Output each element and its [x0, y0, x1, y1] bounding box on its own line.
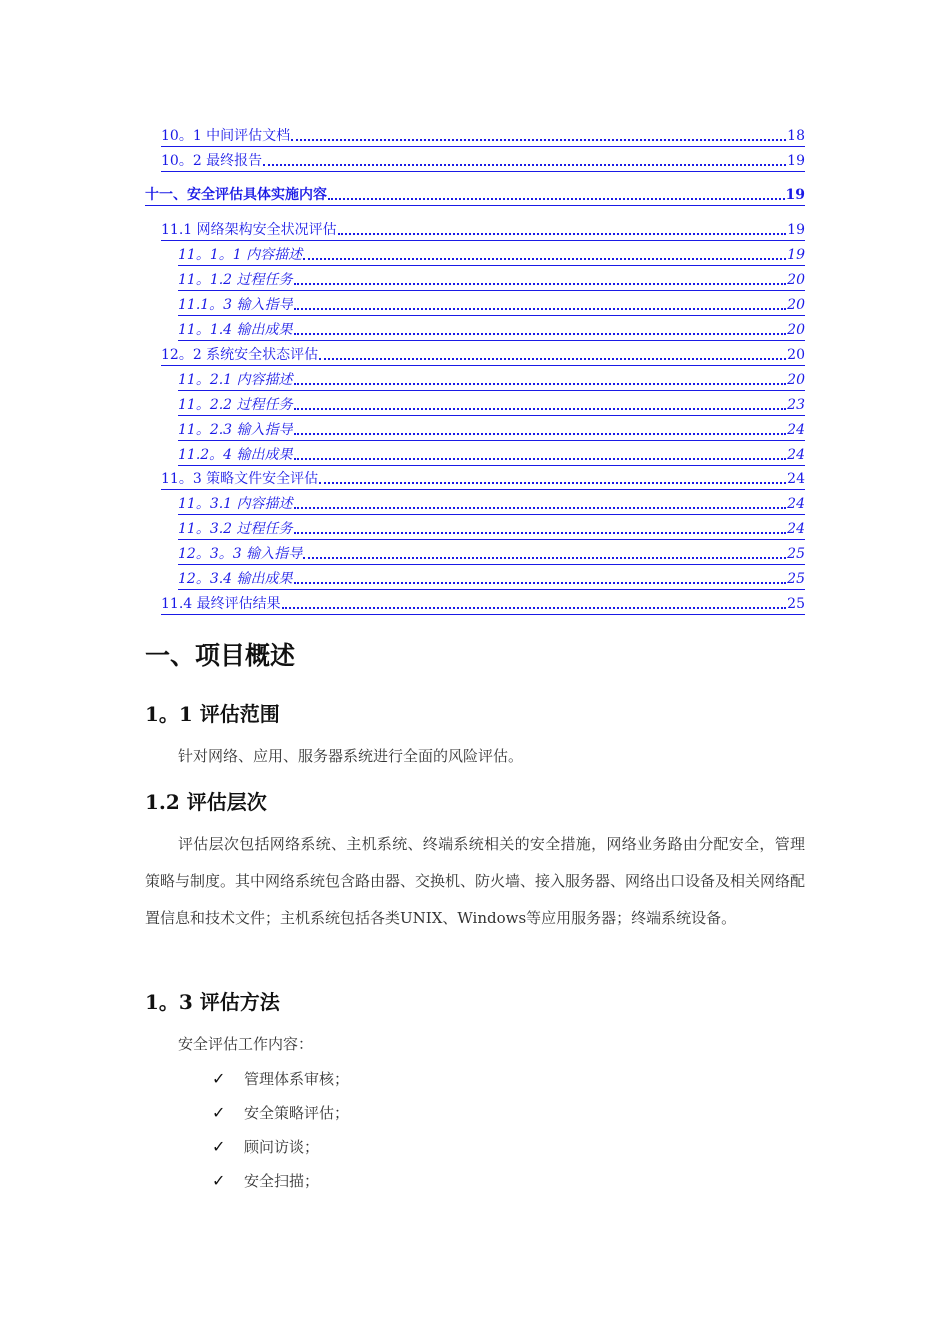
toc-entry[interactable]	[178, 396, 805, 416]
toc-entry-label: 11。2.1 内容描述	[178, 372, 293, 388]
toc-entry[interactable]	[161, 470, 805, 490]
checkmark-icon: ✓	[212, 1103, 226, 1122]
toc-entry-page: 20	[787, 297, 805, 313]
toc-entry-label: 11。1.4 输出成果	[178, 322, 293, 338]
toc-entry-page: 19	[787, 247, 805, 263]
toc-entry[interactable]	[178, 246, 805, 266]
toc-entry-page: 18	[787, 128, 805, 144]
toc-entry[interactable]	[161, 152, 805, 172]
toc-entry-label: 11。3.1 内容描述	[178, 496, 293, 512]
toc-entry[interactable]	[178, 495, 805, 515]
list-item	[212, 1068, 349, 1089]
scope-paragraph: 针对网络、应用、服务器系统进行全面的风险评估。	[178, 747, 524, 765]
toc-leader-dots	[294, 532, 787, 534]
toc-entry-page: 20	[787, 347, 805, 363]
toc-entry-page: 25	[787, 596, 805, 612]
toc-entry-page: 19	[787, 153, 805, 169]
subsection-heading-method: 1。3 评估方法	[145, 990, 280, 1014]
toc-entry-page: 25	[787, 571, 805, 587]
toc-leader-dots	[303, 557, 786, 559]
toc-entry-label: 11。1。1 内容描述	[178, 247, 303, 263]
toc-entry[interactable]	[161, 595, 805, 615]
toc-entry-label: 11.1 网络架构安全状况评估	[161, 222, 337, 238]
toc-entry[interactable]	[178, 321, 805, 341]
list-item	[212, 1136, 319, 1157]
toc-leader-dots	[263, 164, 786, 166]
toc-entry-page: 20	[787, 272, 805, 288]
toc-entry-page: 25	[787, 546, 805, 562]
list-item-text: 安全扫描；	[244, 1172, 320, 1190]
toc-entry-label: 11。3.2 过程任务	[178, 521, 293, 537]
list-item-text: 管理体系审核；	[244, 1070, 350, 1088]
toc-leader-dots	[338, 233, 787, 235]
toc-entry-page: 24	[787, 471, 805, 487]
toc-leader-dots	[294, 283, 787, 285]
toc-entry[interactable]	[178, 371, 805, 391]
toc-entry[interactable]	[145, 186, 805, 206]
toc-entry[interactable]	[178, 271, 805, 291]
toc-entry-label: 11.4 最终评估结果	[161, 596, 281, 612]
checkmark-icon: ✓	[212, 1069, 226, 1088]
method-intro: 安全评估工作内容：	[178, 1035, 314, 1053]
toc-entry[interactable]	[161, 221, 805, 241]
toc-entry-label: 12。3。3 输入指导	[178, 546, 303, 562]
section-heading: 一、项目概述	[145, 641, 296, 670]
toc-leader-dots	[294, 308, 787, 310]
levels-paragraph: 评估层次包括网络系统、主机系统、终端系统相关的安全措施，网络业务路由分配安全，管理策略与制度。其中网络系统包含路由器、交换机、防火墙、接入服务器、网络出口设备及相关网络配置信息和技术文件；主机系统包括各类UNIX、Windows等应用服务器；终端系统设备。	[145, 835, 806, 927]
toc-entry-label: 10。1 中间评估文档	[161, 128, 291, 144]
toc-entry[interactable]	[161, 346, 805, 366]
toc-entry-label: 11.2。4 输出成果	[178, 447, 293, 463]
toc-entry-page: 24	[787, 496, 805, 512]
toc-entry[interactable]	[178, 296, 805, 316]
toc-entry[interactable]	[178, 570, 805, 590]
list-item-text: 安全策略评估；	[244, 1104, 350, 1122]
toc-leader-dots	[294, 408, 787, 410]
toc-entry-page: 19	[787, 222, 805, 238]
toc-entry-page: 24	[787, 447, 805, 463]
toc-leader-dots	[319, 358, 786, 360]
toc-entry-page: 20	[787, 372, 805, 388]
toc-entry-label: 十一、安全评估具体实施内容	[145, 187, 327, 203]
toc-entry-page: 23	[787, 397, 805, 413]
toc-leader-dots	[319, 482, 786, 484]
toc-leader-dots	[294, 433, 787, 435]
toc-entry-label: 12。3.4 输出成果	[178, 571, 293, 587]
toc-entry[interactable]	[178, 545, 805, 565]
toc-entry-label: 11。2.3 输入指导	[178, 422, 293, 438]
list-item	[212, 1170, 319, 1191]
toc-leader-dots	[303, 258, 786, 260]
list-item-text: 顾问访谈；	[244, 1138, 320, 1156]
toc-entry-page: 20	[787, 322, 805, 338]
toc-leader-dots	[294, 383, 787, 385]
toc-leader-dots	[282, 607, 787, 609]
toc-entry-page: 24	[787, 422, 805, 438]
toc-entry-label: 11。1.2 过程任务	[178, 272, 293, 288]
toc-entry-label: 11.1。3 输入指导	[178, 297, 293, 313]
toc-entry[interactable]	[178, 421, 805, 441]
toc-entry-label: 11。3 策略文件安全评估	[161, 471, 319, 487]
subsection-heading-levels: 1.2 评估层次	[145, 790, 267, 814]
checkmark-icon: ✓	[212, 1171, 226, 1190]
toc-entry-label: 12。2 系统安全状态评估	[161, 347, 319, 363]
toc-entry-page: 24	[787, 521, 805, 537]
checkmark-icon: ✓	[212, 1137, 226, 1156]
toc-leader-dots	[294, 582, 787, 584]
toc-entry[interactable]	[178, 446, 805, 466]
toc-entry[interactable]	[178, 520, 805, 540]
toc-leader-dots	[294, 333, 787, 335]
toc-leader-dots	[294, 507, 787, 509]
toc-leader-dots	[291, 139, 786, 141]
subsection-heading-scope: 1。1 评估范围	[145, 702, 280, 726]
list-item	[212, 1102, 349, 1123]
toc-leader-dots	[294, 458, 787, 460]
toc-entry-label: 11。2.2 过程任务	[178, 397, 293, 413]
toc-leader-dots	[328, 198, 785, 200]
toc-entry[interactable]	[161, 127, 805, 147]
toc-entry-page: 19	[785, 187, 805, 203]
toc-entry-label: 10。2 最终报告	[161, 153, 263, 169]
